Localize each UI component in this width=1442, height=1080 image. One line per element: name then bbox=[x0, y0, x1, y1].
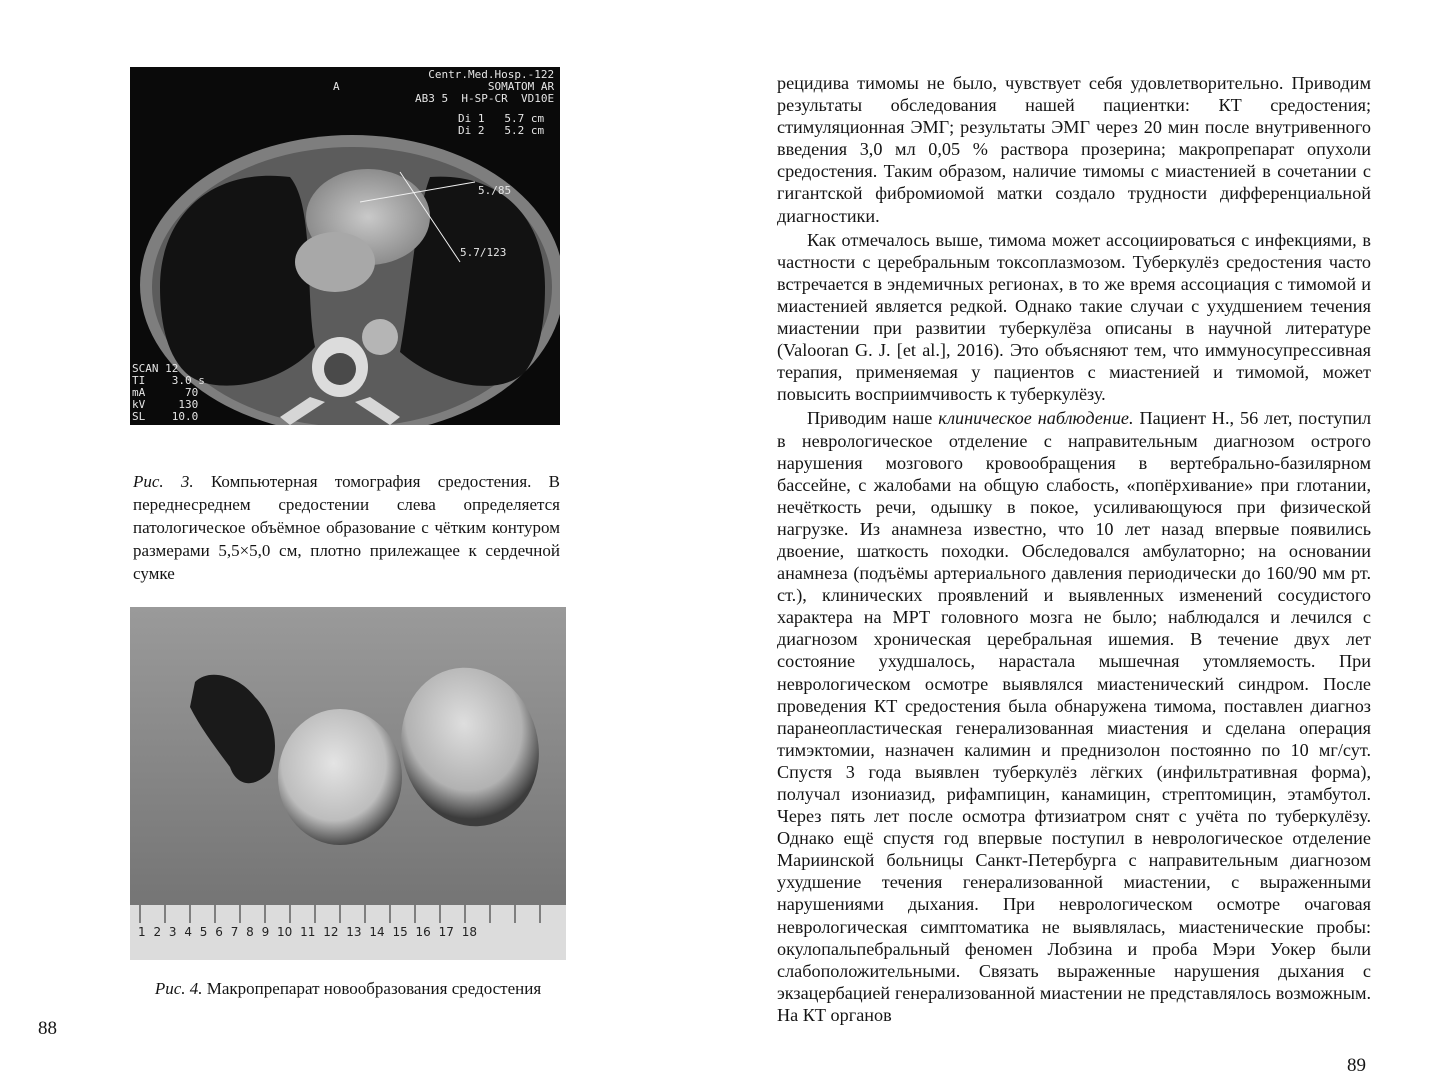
specimen-photo-figure bbox=[130, 607, 566, 960]
paragraph-3-start: Приводим наше bbox=[807, 408, 933, 429]
ruler-numbers: 1 2 3 4 5 6 7 8 9 10 11 12 13 14 15 16 17 18 bbox=[138, 925, 477, 939]
specimen-photo-image bbox=[130, 607, 566, 960]
body-text bbox=[777, 72, 1371, 1026]
figure-3-text: Компьютерная томография средостения. В переднесреднем средостении слева определяется патологическое объёмное образование с чётким контуром размерами 5,5×5,0 см, плотно прилежащее к сердечной сумке bbox=[133, 472, 561, 583]
page-number-left: 88 bbox=[38, 1018, 57, 1039]
paragraph-2: Как отмечалось выше, тимома может ассоциироваться с инфекциями, в частности с церебральным токсоплазмозом. Туберкулёз средостения часто встречается в эндемичных регионах, в то же время ассоциация с тимомой и миастенией является редкой. Однако такие случаи с ухудшением течения миастении при развитии туберкулёза описаны в научной литературе (Valooran G. J. [et al.], 2016). Это объясняют тем, что иммуносупрессивная терапия, применяемая у пациентов с миастенией и тимомой, может повысить восприимчивость к туберкулёзу. bbox=[777, 229, 1371, 405]
figure-4-label: Рис. 4. bbox=[154, 979, 203, 998]
ct-header-text: Centr.Med.Hosp.-122 SOMATOM AR AB3 5 H-SP-CR VD10E bbox=[415, 68, 555, 105]
figure-3-caption bbox=[133, 470, 560, 585]
paragraph-3-italic: клиническое наблюдение. bbox=[938, 408, 1134, 429]
ct-diameter-readout: Di 1 5.7 cm Di 2 5.2 cm bbox=[458, 112, 545, 137]
page-number-right: 89 bbox=[1347, 1055, 1366, 1076]
right-page bbox=[721, 0, 1442, 1080]
ct-scan-figure bbox=[130, 67, 560, 425]
ct-scan-params: SCAN 12 TI 3.0 s mA 70 kV 130 SL 10.0 bbox=[132, 362, 205, 423]
ct-orientation-label: A bbox=[333, 80, 340, 93]
figure-4-text: Макропрепарат новообразования средостения bbox=[206, 979, 542, 998]
paragraph-3 bbox=[777, 407, 1371, 1026]
ct-measure-label-1: 5./85 bbox=[478, 184, 512, 197]
figure-4-caption bbox=[130, 977, 566, 1000]
paragraph-1: рецидива тимомы не было, чувствует себя удовлетворительно. Приводим результаты обследования нашей пациентки: КТ средостения; стимуляционная ЭМГ; результаты ЭМГ через 20 мин после внутривенного введения 3,0 мл 0,05 % раствора прозерина; макропрепарат опухоли средостения. Таким образом, наличие тимомы с миастенией в сочетании с гигантской фибромиомой матки создало трудности дифференциальной диагностики. bbox=[777, 73, 1371, 226]
figure-3-label: Рис. 3. bbox=[133, 472, 194, 491]
ct-measure-label-2: 5.7/123 bbox=[460, 246, 507, 259]
paragraph-3-rest: Пациент Н., 56 лет, поступил в неврологическое отделение с направительным диагнозом острого нарушения мозгового кровообращения в вертебрально-базилярном бассейне, с жалобами на общую слабость, «попёрхивание» при глотании, нечёткость речи, одышку в покое, усиливающуюся при физической нагрузке. Из анамнеза известно, что 10 лет назад впервые появились двоение, шаткость походки. Обследовался амбулаторно; на основании анамнеза (подъёмы артериального давления периодически до 160/90 мм рт. ст.), клинических проявлений и выявленных изменений сосудистого характера на МРТ головного мозга не было; наблюдался и лечился с диагнозом хроническая церебральная ишемия. В течение двух лет состояние ухудшалось, нарастала мышечная утомляемость. При неврологическом осмотре выявлялся миастенический синдром. После проведения КТ средостения была обнаружена тимома, поставлен диагноз паранеопластическая генерализованная миастения и сделана операция тимэктомии, назначен калимин и преднизолон постоянно по 10 мг/сут. Спустя 3 года выявлен туберкулёз лёгких (инфильтративная форма), получал изониазид, рифампицин, канамицин, стрептомицин, этамбутол. Через пять лет после осмотра фтизиатром снят с учёта по туберкулёзу. Однако ещё спустя год впервые поступил в неврологическое отделение Мариинской больницы Санкт-Петербурга с направительным диагнозом ухудшение течения генерализованной миастении, с выраженными нарушениями дыхания. При неврологическом осмотре очаговая неврологическая симптоматика не выявлялась, миастенические пробы: окулопальпебральный феномен Лобзина и проба Мэри Уокер были слабоположительными. Связать выраженные нарушения дыхания с экзацербацией генерализованной миастении не представлялось возможным. На КТ органов bbox=[777, 408, 1372, 1025]
